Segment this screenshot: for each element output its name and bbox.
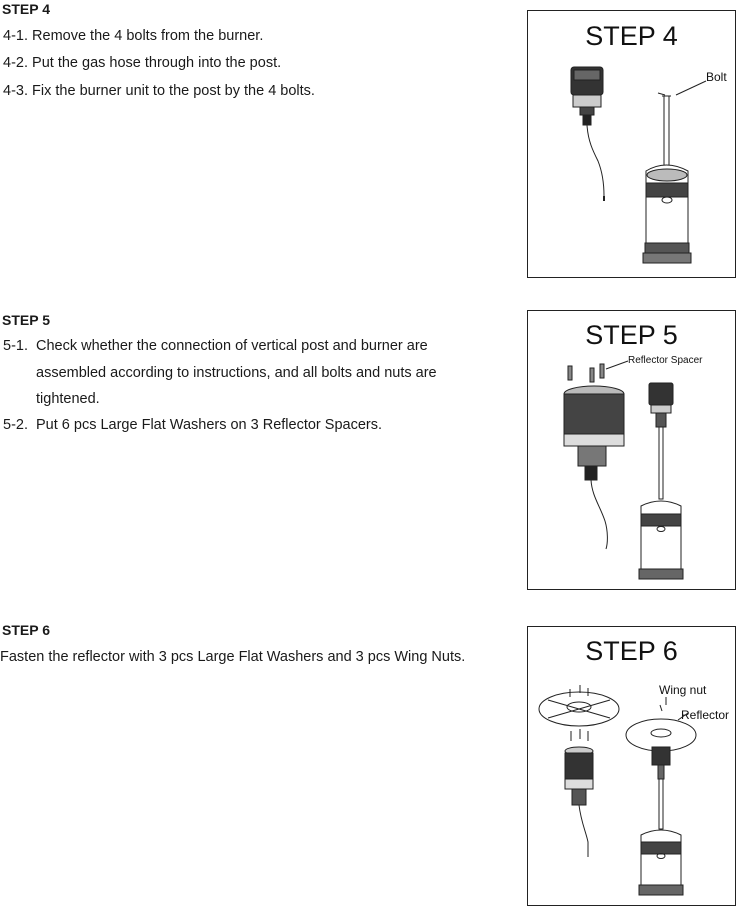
reflector-callout: Reflector [681, 708, 730, 722]
step4-item-1: 4-1. Remove the 4 bolts from the burner. [3, 28, 264, 44]
step4-item-3: 4-3. Fix the burner unit to the post by the 4 bolts. [3, 83, 315, 99]
step5-item-2: 5-2. Put 6 pcs Large Flat Washers on 3 Reflector Spacers. [3, 417, 383, 433]
step6-panel-title: STEP 6 [585, 636, 678, 666]
step4-illustration-panel [527, 10, 736, 278]
step5-item-1-line-2: assembled according to instructions, and all bolts and nuts are [36, 365, 437, 381]
wing-nut-callout: Wing nut [659, 683, 707, 697]
step5-illustration [528, 311, 737, 591]
step5-heading: STEP 5 [2, 312, 50, 328]
step4-illustration [528, 11, 737, 279]
step6-illustration [528, 627, 737, 907]
step6-illustration-panel [527, 626, 736, 906]
step4-heading: STEP 4 [2, 1, 50, 17]
step4-panel-title: STEP 4 [585, 21, 678, 51]
step6-heading: STEP 6 [2, 622, 50, 638]
step5-item-1-line-1: 5-1. Check whether the connection of vertical post and burner are [3, 338, 428, 354]
step5-panel-title: STEP 5 [585, 320, 678, 350]
step5-item-1-line-3: tightened. [36, 391, 100, 407]
reflector-spacer-callout: Reflector Spacer [628, 355, 703, 366]
step6-text: Fasten the reflector with 3 pcs Large Flat Washers and 3 pcs Wing Nuts. [0, 649, 466, 665]
step5-illustration-panel [527, 310, 736, 590]
bolt-callout: Bolt [706, 70, 727, 84]
step4-item-2: 4-2. Put the gas hose through into the post. [3, 55, 282, 71]
